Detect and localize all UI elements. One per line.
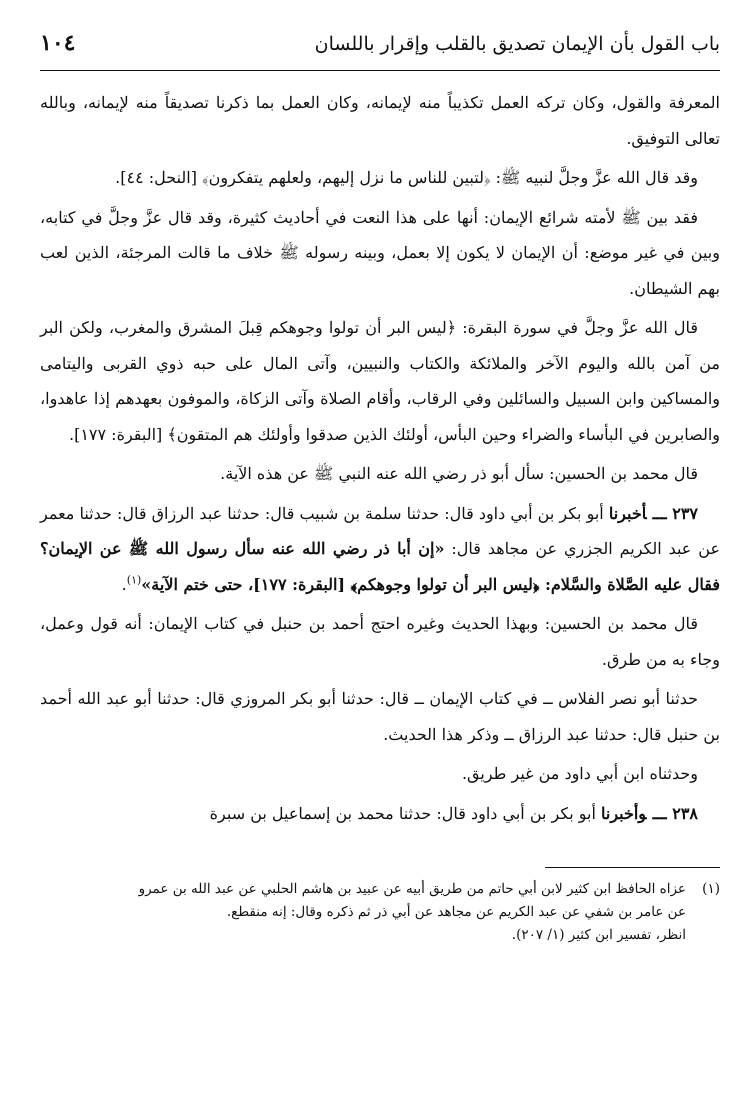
paragraph: فقد بين ﷺ لأمته شرائع الإيمان: أنها على هذا النعت في أحاديث كثيرة، وقد قال عزَّ وجلَّ في كتابه، وبين في غير موضع: أن الإيمان لا يكون إلا بعمل، وبينه رسوله ﷺ خلاف ما قالت المرجئة، الذين لعب بهم الشيطان. xyxy=(40,207,720,298)
header-title: باب القول بأن الإيمان تصديق بالقلب وإقرار باللسان xyxy=(314,33,720,55)
hadith-238 xyxy=(40,796,720,832)
hadith-isnad: أبو بكر بن أبي داود قال: حدثنا سلمة بن شبيب قال: حدثنا عبد الرزاق قال: حدثنا معمر عن عبد الكريم الجزري عن مجاهد قال: xyxy=(40,503,720,558)
paragraph: قال الله عزَّ وجلَّ في سورة البقرة: ﴿ليس البر أن تولوا وجوهكم قِبلَ المشرق والمغرب، ولكن البر من آمن بالله واليوم الآخر والملائكة والكتاب والنبيين، وآتى المال على حبه ذوي القربى واليتامى والمساكين وابن السبيل والسائلين وفي الرقاب، وأقام الصلاة وآتى الزكاة، والموفون بعهدهم إذا عاهدوا، والصابرين في البأساء والضراء وحين البأس، أولئك الذين صدقوا وأولئك هم المتقون﴾ [البقرة: ١٧٧]. xyxy=(40,318,720,444)
paragraph: قال محمد بن الحسين: وبهذا الحديث وغيره احتج أحمد بن حنبل في كتاب الإيمان: أنه قول وعمل، وجاء به من طرق. xyxy=(40,614,720,669)
running-header xyxy=(40,30,720,71)
book-page xyxy=(40,30,720,1090)
paragraph: وقد قال الله عزَّ وجلَّ لنبيه ﷺ: ﴿لتبين للناس ما نزل إليهم، ولعلهم يتفكرون﴾ [النحل: ٤٤]. xyxy=(115,168,698,187)
footnote-line: عزاه الحافظ ابن كثير لابن أبي حاتم من طريق أبيه عن عبيد بن هاشم الحلبي عن عبد الله بن عمرو xyxy=(138,881,686,897)
footnote-divider xyxy=(545,867,720,868)
paragraph: المعرفة والقول، وكان تركه العمل تكذيباً منه لإيمانه، وكان العمل بما ذكرنا تصديقاً منه لإيمانه، وبالله تعالى التوفيق. xyxy=(40,93,720,148)
paragraph: حدثنا أبو نصر الفلاس ــ في كتاب الإيمان ــ قال: حدثنا أبو بكر المروزي قال: حدثنا أبو عبد الله أحمد بن حنبل قال: حدثنا عبد الرزاق ــ وذكر هذا الحديث. xyxy=(40,689,720,744)
footnote-number: (١) xyxy=(702,881,720,897)
hadith-matn: «إن أبا ذر رضي الله عنه سأل رسول الله ﷺ عن الإيمان؟ فقال عليه الصَّلاة والسَّلام: ﴿ليس البر أن تولوا وجوهكم﴾ [البقرة: ١٧٧]، حتى ختم الآية» xyxy=(40,539,720,594)
page-number: ١٠٤ xyxy=(40,30,76,56)
footnote-line: انظر، تفسير ابن كثير (١/ ٢٠٧). xyxy=(511,927,686,943)
hadith-237 xyxy=(40,496,720,603)
hadith-number: ٢٣٧ ـــ xyxy=(652,503,698,523)
paragraph: قال محمد بن الحسين: سأل أبو ذر رضي الله عنه النبي ﷺ عن هذه الآية. xyxy=(220,464,698,483)
footnote-line: عن عامر بن شفي عن عبد الكريم عن مجاهد عن أبي ذر ثم ذكره وقال: إنه منقطع. xyxy=(226,904,686,920)
hadith-lead: أخبرنا xyxy=(608,503,647,523)
footnotes xyxy=(40,878,720,947)
paragraph: وحدثناه ابن أبي داود من غير طريق. xyxy=(461,764,698,783)
hadith-isnad: أبو بكر بن أبي داود قال: حدثنا محمد بن إسماعيل بن سبرة xyxy=(209,803,601,823)
hadith-lead: وأخبرنا xyxy=(600,803,647,823)
footnote-item xyxy=(40,878,720,947)
hadith-end: . xyxy=(121,574,127,594)
footnote-text xyxy=(40,878,686,947)
hadith-number: ٢٣٨ ـــ xyxy=(652,803,698,823)
page-body xyxy=(40,85,720,831)
footnote-marker[interactable]: (١) xyxy=(126,573,142,587)
